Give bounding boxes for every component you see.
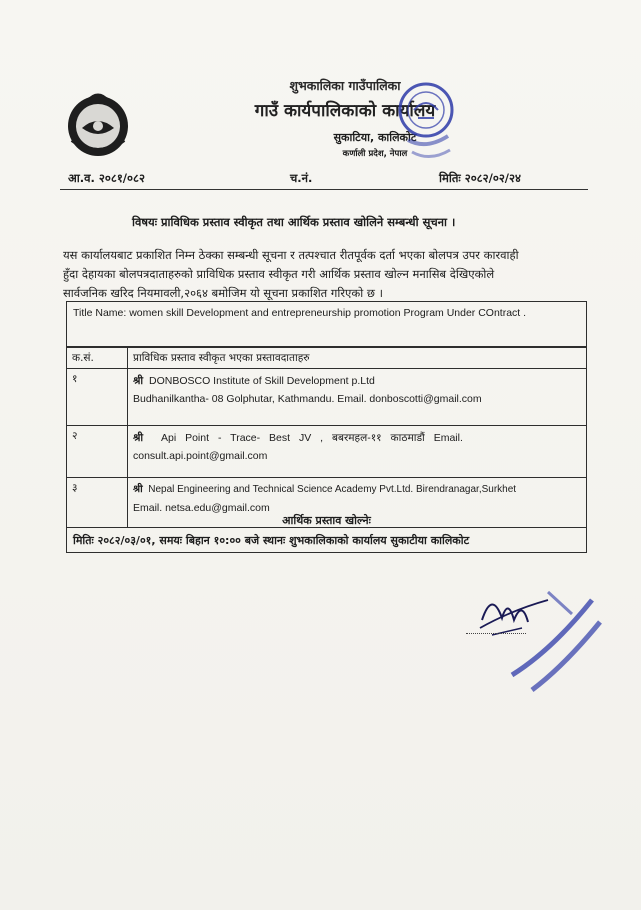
signature-stamp-icon: [452, 580, 602, 700]
header-divider: [60, 189, 588, 190]
row-prefix: श्री: [133, 432, 144, 444]
table-row: [67, 369, 587, 426]
office-seal-stamp-icon: [378, 70, 474, 166]
province-name: कर्णाली प्रदेश, नेपाल: [342, 149, 408, 159]
row-sn: २: [67, 426, 128, 478]
bidder-email: Email. netsa.edu@gmail.com: [133, 502, 270, 514]
row-bidder: [128, 426, 587, 478]
row-sn: १: [67, 369, 128, 426]
body-line: यस कार्यालयबाट प्रकाशित निम्न ठेक्का सम्बन्धी सूचना र तत्पश्चात रीतपूर्वक दर्ता भएका बोलपत्र उपर कारवाही: [63, 248, 519, 262]
notice-date: मितिः २०८२/०२/२४: [439, 171, 521, 185]
bidder-name: DONBOSCO Institute of Skill Development p.Ltd: [149, 375, 375, 387]
body-line: हुँदा देहायका बोलपत्रदाताहरुको प्राविधिक प्रस्ताव स्वीकृत गरी आर्थिक प्रस्ताव खोल्न मनासिब देखिएकोले: [63, 267, 495, 281]
notice-body: [63, 246, 587, 303]
dispatch-number-label: च.नं.: [290, 171, 313, 185]
office-location: सुकाटिया, कालिकोट: [333, 131, 417, 144]
table-header-row: [67, 348, 587, 369]
financial-opening-box: [66, 511, 587, 553]
row-sn: ३: [67, 478, 128, 528]
table-row: [67, 426, 587, 478]
opening-title: आर्थिक प्रस्ताव खोल्नेः: [282, 514, 371, 527]
body-line: सार्वजनिक खरिद नियमावली,२०६४ बमोजिम यो सूचना प्रकाशित गरिएको छ ।: [63, 286, 383, 300]
notice-subject: विषयः प्राविधिक प्रस्ताव स्वीकृत तथा आर्थिक प्रस्ताव खोलिने सम्बन्धी सूचना ।: [132, 215, 456, 229]
bidder-address: Budhanilkantha- 08 Golphutar, Kathmandu. Email. donboscotti@gmail.com: [133, 393, 482, 405]
row-bidder: [128, 369, 587, 426]
nepal-emblem-icon: [62, 88, 134, 160]
contract-title: Title Name: women skill Development and entrepreneurship promotion Program Under COntract .: [73, 307, 527, 319]
fiscal-year: आ.व. २०८१/०८२: [68, 171, 145, 185]
row-prefix: श्री: [133, 484, 143, 495]
signature-line: [466, 633, 526, 634]
contract-title-box: [66, 301, 587, 347]
bidder-name: Api Point - Trace- Best JV , बबरमहल-११ काठमाडौं Email.: [161, 432, 463, 444]
office-name: गाउँ कार्यपालिकाको कार्यालय: [254, 101, 436, 121]
header-name: प्राविधिक प्रस्ताव स्वीकृत भएका प्रस्तावदाताहरु: [128, 348, 587, 369]
proposals-table: [66, 347, 587, 528]
bidder-name: Nepal Engineering and Technical Science Academy Pvt.Ltd. Birendranagar,Surkhet: [148, 484, 517, 495]
opening-detail: मितिः २०८२/०३/०१, समयः बिहान १०:०० बजे स्थानः शुभकालिकाको कार्यालय सुकाटीया कालिकोट: [73, 534, 470, 547]
row-prefix: श्री: [133, 375, 144, 387]
header-sn: क.सं.: [67, 348, 128, 369]
municipality-name: शुभकालिका गाउँपालिका: [289, 78, 401, 93]
bidder-email: consult.api.point@gmail.com: [133, 450, 268, 462]
